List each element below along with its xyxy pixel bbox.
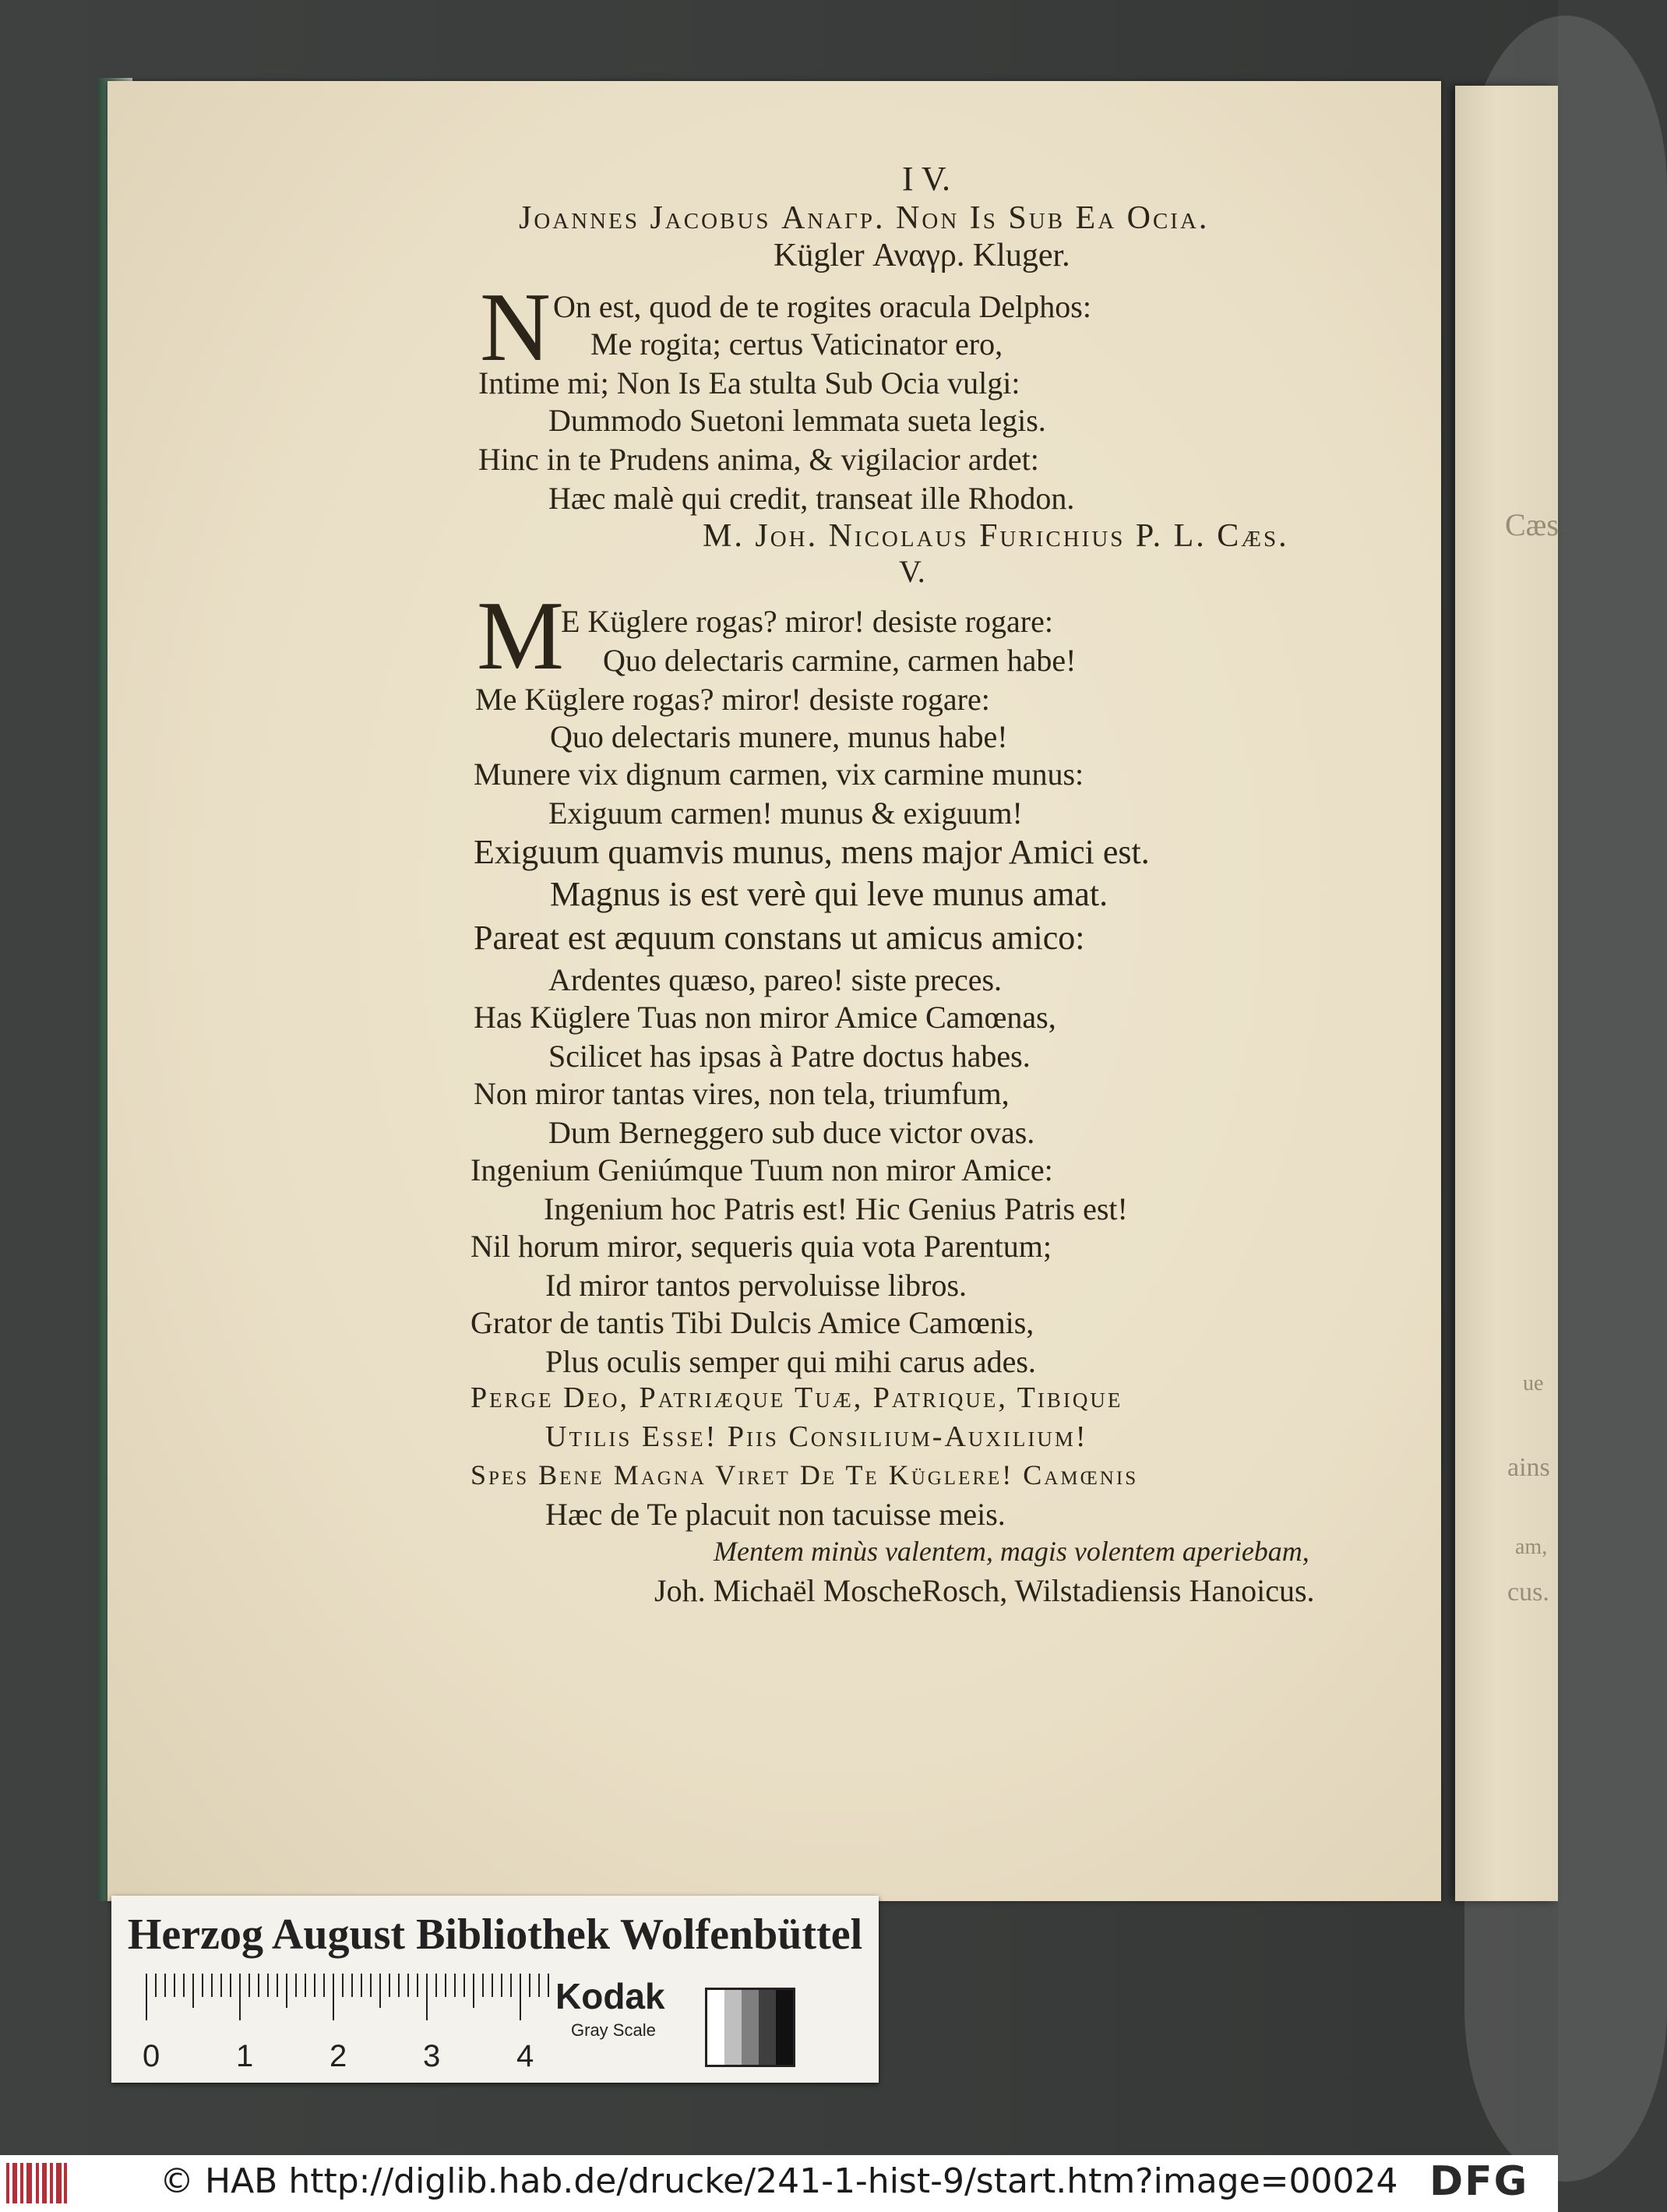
poem-line: Dummodo Suetoni lemmata sueta legis. xyxy=(548,403,1046,438)
poem-line: Ardentes quæso, pareo! siste preces. xyxy=(548,962,1003,997)
kodak-logo: Kodak xyxy=(555,1976,665,2016)
poem-line: Hinc in te Prudens anima, & vigilacior ardet: xyxy=(478,442,1039,477)
poem-line: Intime mi; Non Is Ea stulta Sub Ocia vulgi: xyxy=(478,365,1020,400)
book-page xyxy=(107,81,1441,1901)
poem-line: Dum Berneggero sub duce victor ovas. xyxy=(548,1115,1035,1150)
poem-line: Perge Deo, Patriæque Tuæ, Patrique, Tibique xyxy=(470,1381,1123,1414)
poem-line: Id miror tantos pervoluisse libros. xyxy=(545,1268,967,1303)
source-link[interactable]: © HAB http://diglib.hab.de/drucke/241-1-hist-9/start.htm?image=00024 xyxy=(160,2161,1398,2201)
poem-line: Exiguum quamvis munus, mens major Amici est. xyxy=(474,833,1150,871)
poem-line: Me Küglere rogas? miror! desiste rogare: xyxy=(475,682,990,717)
poem-line: Nil horum miror, sequeris quia vota Parentum; xyxy=(470,1229,1052,1264)
drop-cap: N xyxy=(480,273,551,382)
poem-line: Quo delectaris carmine, carmen habe! xyxy=(603,643,1077,678)
poem-line: Scilicet has ipsas à Patre doctus habes. xyxy=(548,1039,1031,1074)
poem-line: E Küglere rogas? miror! desiste rogare: xyxy=(561,604,1053,639)
poem-line: Spes Bene Magna Viret De Te Küglere! Camœnis xyxy=(470,1459,1139,1491)
card-title: Herzog August Bibliothek Wolfenbüttel xyxy=(127,1910,863,1959)
drop-cap: M xyxy=(477,582,565,690)
barcode-icon xyxy=(6,2163,69,2203)
bleed-through-text: am, xyxy=(1515,1535,1548,1559)
bleed-through-text: cus. xyxy=(1507,1578,1549,1607)
poem-line: Pareat est æquum constans ut amicus amico: xyxy=(474,919,1085,957)
color-reference-card xyxy=(111,1896,879,2083)
bleed-through-text: Cæs. xyxy=(1505,507,1567,542)
poem-line: Grator de tantis Tibi Dulcis Amice Camœnis, xyxy=(470,1305,1034,1340)
poem-line: Non miror tantas vires, non tela, triumfum, xyxy=(474,1076,1010,1111)
title-line-2: Kügler Αναγρ. Kluger. xyxy=(774,238,1070,273)
bleed-through-text: ains xyxy=(1507,1453,1550,1482)
section-number: I V. xyxy=(902,160,950,198)
poem-line: Me rogita; certus Vaticinator ero, xyxy=(590,326,1003,362)
ruler-number: 4 xyxy=(516,2039,534,2073)
signature: M. Joh. Nicolaus Furichius P. L. Cæs. xyxy=(703,518,1289,554)
adjacent-page xyxy=(1455,86,1558,1901)
poem-line: On est, quod de te rogites oracula Delphos: xyxy=(553,289,1091,324)
poem-line: Exiguum carmen! munus & exiguum! xyxy=(548,796,1023,831)
section-number: V. xyxy=(899,554,925,589)
poem-line: Plus oculis semper qui mihi carus ades. xyxy=(545,1344,1036,1379)
bleed-through-text: ue xyxy=(1523,1371,1544,1395)
dfg-logo: DFG xyxy=(1429,2158,1529,2205)
poem-line: Hæc malè qui credit, transeat ille Rhodon. xyxy=(548,481,1075,516)
poem-line: Quo delectaris munere, munus habe! xyxy=(550,719,1008,754)
ruler-number: 0 xyxy=(143,2039,160,2073)
ruler-number: 3 xyxy=(423,2039,441,2073)
title-line-1: Joannes Jacobus Αναγρ. Non Is Sub Ea Ocia. xyxy=(519,200,1210,236)
signature: Joh. Michaël MoscheRosch, Wilstadiensis Hanoicus. xyxy=(654,1573,1315,1608)
poem-line: Ingenium hoc Patris est! Hic Genius Patris est! xyxy=(544,1191,1128,1226)
footer-bar xyxy=(0,2155,1558,2212)
poem-line: Utilis Esse! Piis Consilium-Auxilium! xyxy=(545,1420,1088,1453)
poem-line: Hæc de Te placuit non tacuisse meis. xyxy=(545,1497,1006,1532)
gray-scale-label: Gray Scale xyxy=(571,2020,656,2040)
closing-line: Mentem minùs valentem, magis volentem aperiebam, xyxy=(714,1536,1309,1567)
poem-line: Ingenium Geniúmque Tuum non miror Amice: xyxy=(470,1152,1053,1187)
poem-line: Magnus is est verè qui leve munus amat. xyxy=(550,875,1108,913)
ruler-number: 2 xyxy=(330,2039,347,2073)
poem-line: Munere vix dignum carmen, vix carmine munus: xyxy=(474,757,1084,792)
gray-swatches xyxy=(705,1988,795,2067)
poem-line: Has Küglere Tuas non miror Amice Camœnas, xyxy=(474,1000,1056,1035)
ruler-number: 1 xyxy=(236,2039,254,2073)
